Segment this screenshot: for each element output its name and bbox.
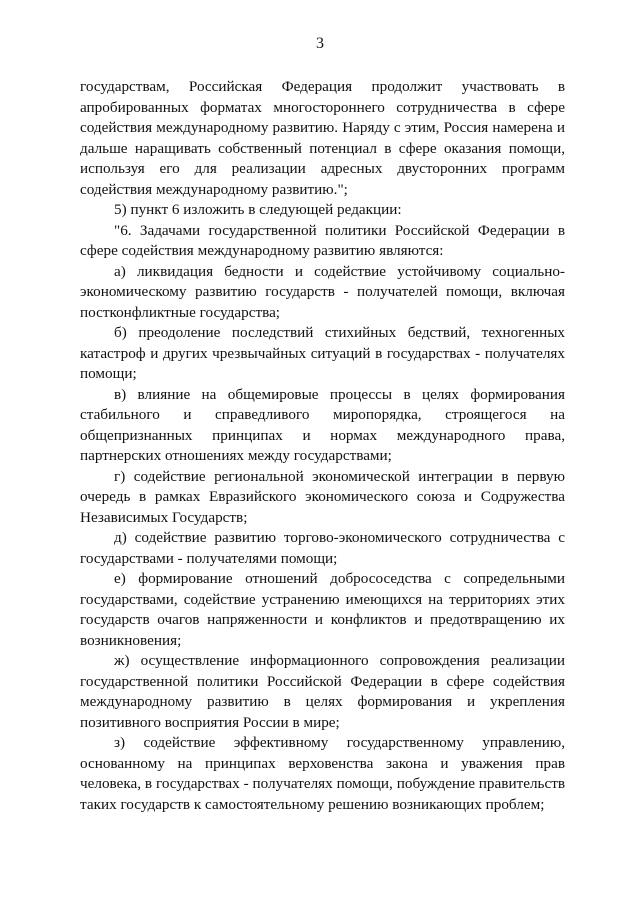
page-number: 3	[316, 35, 324, 52]
document-body	[80, 77, 565, 815]
paragraph-subitem-g: г) содействие региональной экономической интеграции в первую очередь в рамках Евразийского экономического союза и Содружества Независимых Государств;	[80, 467, 565, 526]
paragraph-subitem-b: б) преодоление последствий стихийных бедствий, техногенных катастроф и других чрезвычайных ситуаций в государствах - получателях помощи;	[80, 324, 565, 382]
paragraph-subitem-a: а) ликвидация бедности и содействие устойчивому социально-экономическому развитию государств - получателей помощи, включая постконфликтные государства;	[80, 262, 565, 321]
paragraph-point-6: "6. Задачами государственной политики Российской Федерации в сфере содействия международному развитию являются:	[80, 221, 565, 259]
paragraph-continuation: государствам, Российская Федерация продолжит участвовать в апробированных форматах многостороннего сотрудничества в сфере содействия международному развитию. Наряду с этим, Россия намерена и дальше наращивать собственный потенциал в сфере оказания помощи, используя его для реализации адресных двусторонних программ содействия международному развитию.";	[80, 78, 565, 198]
paragraph-subitem-v: в) влияние на общемировые процессы в целях формирования стабильного и справедливого миропорядка, строящегося на общепризнанных принципах и нормах международного права, партнерских отношениях между государствами;	[80, 385, 565, 464]
paragraph-subitem-e: е) формирование отношений добрососедства с сопредельными государствами, содействие устранению имеющихся на территориях этих государств очагов напряженности и конфликтов и предотвращению их возникновения;	[80, 570, 565, 649]
paragraph-subitem-zh: ж) осуществление информационного сопровождения реализации государственной политики Российской Федерации в сфере содействия международному развитию в целях формирования и укрепления позитивного восприятия России в мире;	[80, 652, 565, 731]
paragraph-subitem-d: д) содействие развитию торгово-экономического сотрудничества с государствами - получателями помощи;	[80, 529, 565, 567]
paragraph-subitem-z: з) содействие эффективному государственному управлению, основанному на принципах верховенства закона и уважения прав человека, в государствах - получателях помощи, побуждение правительств таких государств к самостоятельному решению возникающих проблем;	[80, 734, 565, 813]
paragraph-item-5: 5) пункт 6 изложить в следующей редакции:	[114, 201, 402, 218]
